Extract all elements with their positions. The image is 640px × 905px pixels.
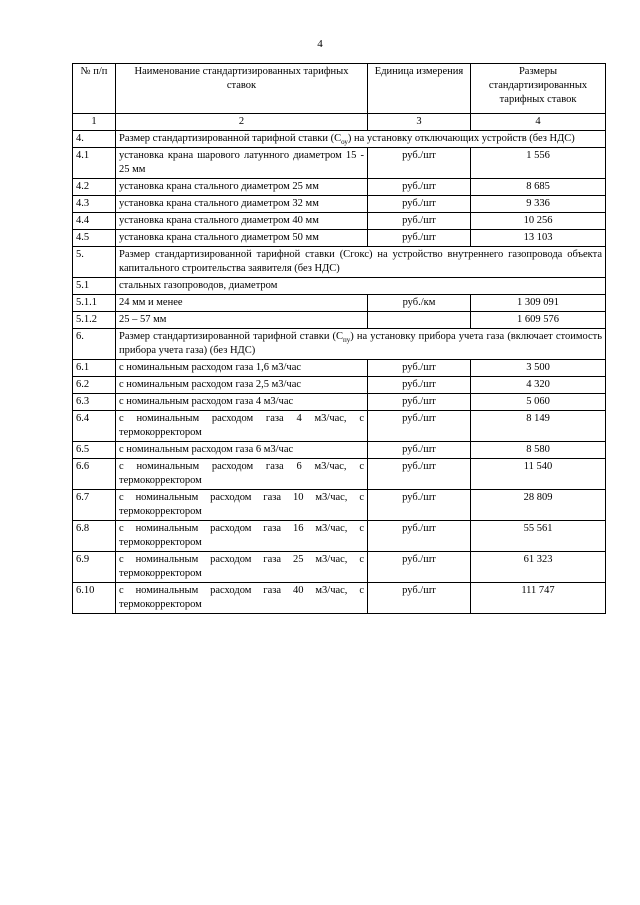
row-name: с номинальным расходом газа 6 м3/час — [116, 442, 368, 459]
section-title: Размер стандартизированной тарифной ставки $(С_{оу})$ на установку отключающих устройств (без НДС) — [116, 131, 606, 148]
row-name: с номинальным расходом газа 40 м3/час, с термокорректором — [116, 583, 368, 614]
row-value: 8 685 — [471, 179, 606, 196]
row-unit: руб./шт — [368, 360, 471, 377]
row-number: 6.3 — [73, 394, 116, 411]
row-unit: руб./шт — [368, 213, 471, 230]
row-value: 13 103 — [471, 230, 606, 247]
row-value: 10 256 — [471, 213, 606, 230]
row-value: 1 609 576 — [471, 312, 606, 329]
row-unit: руб./шт — [368, 230, 471, 247]
table-row — [73, 411, 606, 442]
row-unit: руб./шт — [368, 442, 471, 459]
row-name: с номинальным расходом газа 25 м3/час, с термокорректором — [116, 552, 368, 583]
table-row — [73, 583, 606, 614]
section-row — [73, 247, 606, 278]
row-unit: руб./шт — [368, 459, 471, 490]
subsection-number: 5.1 — [73, 278, 116, 295]
row-name: с номинальным расходом газа 10 м3/час, с термокорректором — [116, 490, 368, 521]
row-value: 9 336 — [471, 196, 606, 213]
row-unit: руб./шт — [368, 377, 471, 394]
row-name: с номинальным расходом газа 4 м3/час — [116, 394, 368, 411]
section-row — [73, 131, 606, 148]
row-number: 6.10 — [73, 583, 116, 614]
row-name: с номинальным расходом газа 6 м3/час, с термокорректором — [116, 459, 368, 490]
row-unit: руб./шт — [368, 521, 471, 552]
row-value: 55 561 — [471, 521, 606, 552]
table-row — [73, 490, 606, 521]
subsection-title: стальных газопроводов, диаметром — [116, 278, 606, 295]
row-value: 8 149 — [471, 411, 606, 442]
row-unit: руб./км — [368, 295, 471, 312]
row-unit: руб./шт — [368, 196, 471, 213]
row-name: 25 – 57 мм — [116, 312, 368, 329]
row-value: 61 323 — [471, 552, 606, 583]
header-name: Наименование стандартизированных тарифных ставок — [116, 64, 368, 114]
page-number: 4 — [317, 38, 323, 50]
row-number: 4.3 — [73, 196, 116, 213]
row-name: установка крана стального диаметром 40 мм — [116, 213, 368, 230]
row-number: 4.2 — [73, 179, 116, 196]
row-unit: руб./шт — [368, 552, 471, 583]
tariff-table — [72, 63, 606, 614]
row-name: с номинальным расходом газа 1,6 м3/час — [116, 360, 368, 377]
index-cell: 2 — [116, 114, 368, 131]
row-value: 1 556 — [471, 148, 606, 179]
row-value: 3 500 — [471, 360, 606, 377]
table-row — [73, 179, 606, 196]
row-unit: руб./шт — [368, 148, 471, 179]
index-cell: 4 — [471, 114, 606, 131]
row-value: 111 747 — [471, 583, 606, 614]
row-name: с номинальным расходом газа 16 м3/час, с термокорректором — [116, 521, 368, 552]
table-row — [73, 552, 606, 583]
table-row — [73, 459, 606, 490]
row-value: 28 809 — [471, 490, 606, 521]
table-row — [73, 196, 606, 213]
row-name: с номинальным расходом газа 4 м3/час, с термокорректором — [116, 411, 368, 442]
section-number: 4. — [73, 131, 116, 148]
row-number: 6.7 — [73, 490, 116, 521]
row-value: 11 540 — [471, 459, 606, 490]
row-number: 6.2 — [73, 377, 116, 394]
row-name: установка крана стального диаметром 50 мм — [116, 230, 368, 247]
table-row — [73, 295, 606, 312]
row-number: 4.4 — [73, 213, 116, 230]
table-row — [73, 394, 606, 411]
header-number: № п/п — [73, 64, 116, 114]
header-unit: Единица измерения — [368, 64, 471, 114]
row-value: 8 580 — [471, 442, 606, 459]
index-cell: 1 — [73, 114, 116, 131]
row-unit: руб./шт — [368, 179, 471, 196]
row-name: с номинальным расходом газа 2,5 м3/час — [116, 377, 368, 394]
row-unit — [368, 312, 471, 329]
header-size: Размеры стандартизированных тарифных ставок — [471, 64, 606, 114]
row-number: 6.1 — [73, 360, 116, 377]
row-value: 4 320 — [471, 377, 606, 394]
table-row — [73, 148, 606, 179]
row-number: 6.8 — [73, 521, 116, 552]
table-row — [73, 213, 606, 230]
row-number: 6.4 — [73, 411, 116, 442]
row-name: 24 мм и менее — [116, 295, 368, 312]
section-number: 6. — [73, 329, 116, 360]
row-number: 4.1 — [73, 148, 116, 179]
row-value: 1 309 091 — [471, 295, 606, 312]
row-number: 4.5 — [73, 230, 116, 247]
table-row — [73, 521, 606, 552]
row-name: установка крана шарового латунного диаметром 15 - 25 мм — [116, 148, 368, 179]
row-number: 6.6 — [73, 459, 116, 490]
table-row — [73, 312, 606, 329]
table-row — [73, 230, 606, 247]
row-number: 5.1.1 — [73, 295, 116, 312]
row-number: 6.9 — [73, 552, 116, 583]
row-name: установка крана стального диаметром 25 мм — [116, 179, 368, 196]
row-unit: руб./шт — [368, 411, 471, 442]
index-row — [73, 114, 606, 131]
row-number: 5.1.2 — [73, 312, 116, 329]
row-unit: руб./шт — [368, 583, 471, 614]
section-number: 5. — [73, 247, 116, 278]
section-row — [73, 329, 606, 360]
section-title: Размер стандартизированной тарифной ставки $(С_{пу})$ на установку прибора учета газа (включает стоимость прибора учета газа) (без НДС) — [116, 329, 606, 360]
header-row — [73, 64, 606, 114]
table-row — [73, 360, 606, 377]
table-row — [73, 377, 606, 394]
row-unit: руб./шт — [368, 394, 471, 411]
section-title: Размер стандартизированной тарифной ставки (Сгокс) на устройство внутреннего газопровода объекта капитального строительства заявителя (без НДС) — [116, 247, 606, 278]
row-value: 5 060 — [471, 394, 606, 411]
subsection-row — [73, 278, 606, 295]
table-row — [73, 442, 606, 459]
row-name: установка крана стального диаметром 32 мм — [116, 196, 368, 213]
row-unit: руб./шт — [368, 490, 471, 521]
row-number: 6.5 — [73, 442, 116, 459]
index-cell: 3 — [368, 114, 471, 131]
